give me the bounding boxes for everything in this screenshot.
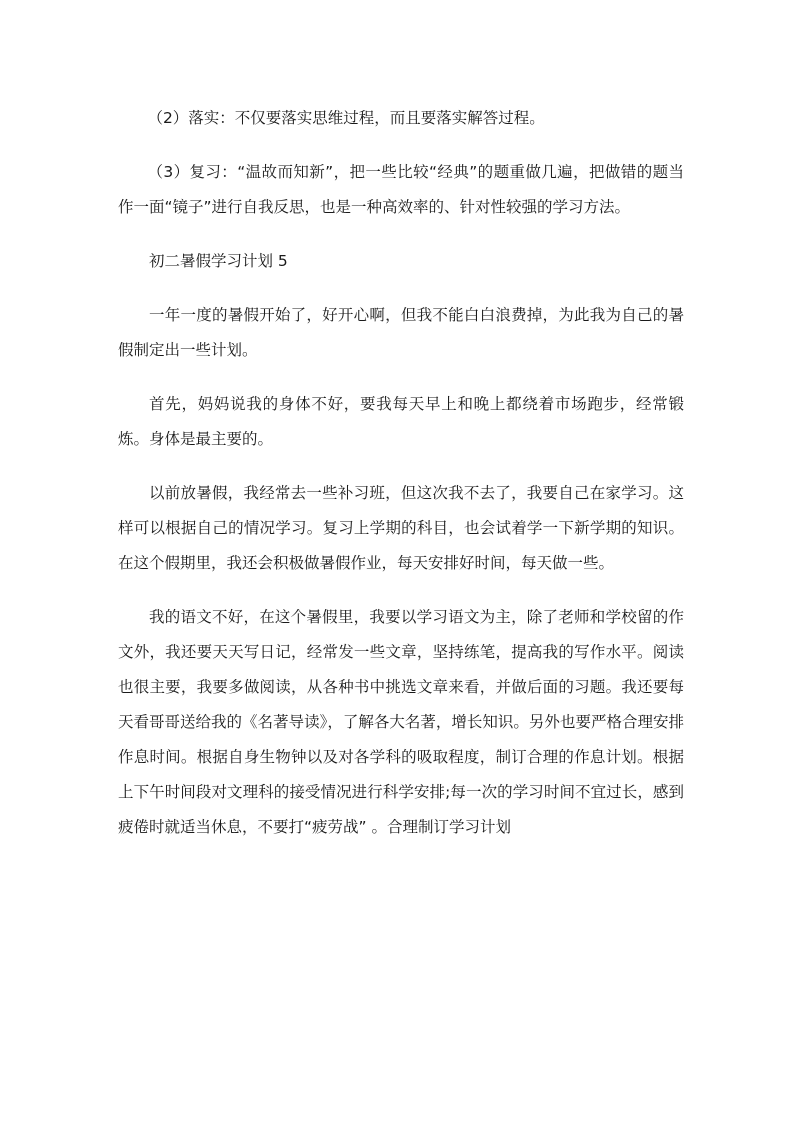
paragraph-intro: 一年一度的暑假开始了，好开心啊，但我不能白白浪费掉，为此我为自己的暑假制定出一些计划。 — [118, 306, 684, 359]
paragraph-exercise: 首先，妈妈说我的身体不好，要我每天早上和晚上都绕着市场跑步，经常锻炼。身体是最主要的。 — [118, 395, 684, 448]
section-heading: 初二暑假学习计划 5 — [149, 252, 288, 270]
paragraph-self-study: 以前放暑假，我经常去一些补习班，但这次我不去了，我要自己在家学习。这样可以根据自己的情况学习。复习上学期的科目，也会试着学一下新学期的知识。在这个假期里，我还会积极做暑假作业，每天安排好时间，每天做一些。 — [118, 484, 684, 572]
document-body — [118, 101, 684, 864]
paragraph-chinese-study: 我的语文不好，在这个暑假里，我要以学习语文为主，除了老师和学校留的作文外，我还要天天写日记，经常发一些文章，坚持练笔，提高我的写作水平。阅读也很主要，我要多做阅读，从各种书中挑选文章来看，并做后面的习题。我还要每天看哥哥送给我的《名著导读》，了解各大名著，增长知识。另外也要严格合理安排作息时间。根据自身生物钟以及对各学科的吸取程度，制订合理的作息计划。根据上下午时间段对文理科的接受情况进行科学安排;每一次的学习时间不宜过长，感到疲倦时就适当休息，不要打“疲劳战” 。合理制订学习计划 — [118, 608, 684, 836]
paragraph-point-2: （2）落实：不仅要落实思维过程，而且要落实解答过程。 — [147, 109, 545, 127]
paragraph-point-3: （3）复习：“温故而知新”，把一些比较“经典”的题重做几遍，把做错的题当作一面“镜子”进行自我反思，也是一种高效率的、针对性较强的学习方法。 — [118, 163, 684, 216]
